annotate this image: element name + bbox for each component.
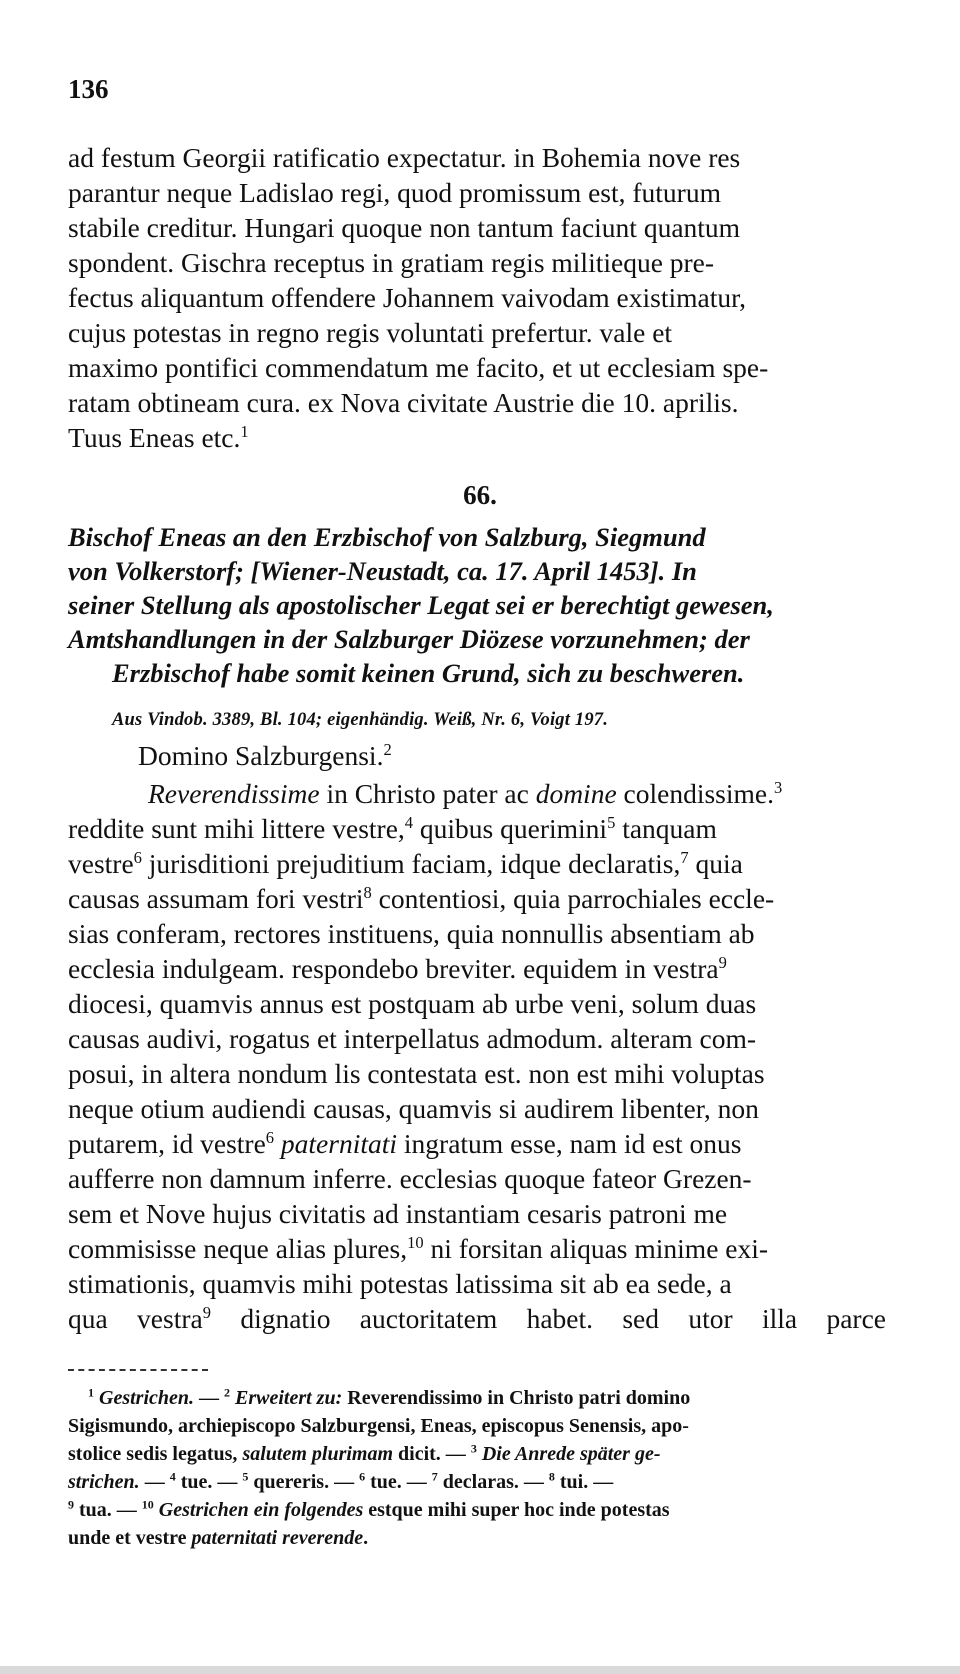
footnote-marker: 7 [431, 1469, 438, 1484]
footnote-marker: 8 [363, 882, 372, 902]
text-run: tui. — [554, 1471, 614, 1493]
text-line: posui, in altera nondum lis contestata est. non est mihi voluptas [68, 1058, 765, 1089]
footnote-marker: 6 [359, 1469, 366, 1484]
text-run: tue. — [365, 1471, 432, 1493]
text-run: tua. — [74, 1499, 142, 1521]
italic-text: paternitati reverende [191, 1527, 364, 1549]
footnote-marker: 10 [407, 1232, 424, 1252]
footnote-line: Sigismundo, archiepiscopo Salzburgensi, Eneas, episcopus Senensis, apo- [68, 1415, 689, 1437]
closing-signature [68, 420, 886, 455]
regest-line: Bischof Eneas an den Erzbischof von Salzburg, Siegmund [68, 522, 706, 552]
page-number: 136 [68, 74, 109, 104]
footnote-line [68, 1384, 886, 1412]
text-run: ni forsitan aliquas minime exi- [423, 1233, 769, 1264]
regest-line: von Volkerstorf; [Wiener-Neustadt, ca. 17. April 1453]. In [68, 556, 697, 586]
italic-text: paternitati [280, 1128, 398, 1159]
text-run: jurisditioni prejuditium faciam, idque declaratis, [141, 848, 681, 879]
text-run: dicit. — [393, 1443, 471, 1465]
footnote-marker: 9 [718, 952, 727, 972]
text-line [68, 846, 886, 881]
footnotes [68, 1384, 886, 1552]
regest-line: Amtshandlungen in der Salzburger Diözese vorzunehmen; der [68, 624, 750, 654]
text-line [68, 1126, 886, 1161]
italic-text: strichen. [68, 1471, 140, 1493]
text-line: aufferre non damnum inferre. ecclesias quoque fateor Grezen- [68, 1163, 752, 1194]
footnote-line [68, 1440, 886, 1468]
text-line: parantur neque Ladislao regi, quod promissum est, futurum [68, 177, 721, 208]
text-run: ecclesia indulgeam. respondebo breviter. equidem in vestra [68, 953, 719, 984]
text-run: colendissime. [616, 778, 774, 809]
text-run: . [363, 1527, 369, 1549]
text-run: quibus querimini [413, 813, 608, 844]
italic-text: salutem plurimam [242, 1443, 394, 1465]
footnote-marker: 5 [242, 1469, 249, 1484]
text-run: qua vestra [68, 1303, 203, 1334]
footnote-line [68, 1496, 886, 1524]
text-line [68, 811, 886, 846]
source-citation: Aus Vindob. 3389, Bl. 104; eigenhändig. Weiß, Nr. 6, Voigt 197. [112, 710, 609, 730]
text-run: stolice sedis legatus, [68, 1443, 243, 1465]
text-run: ingratum esse, nam id est onus [397, 1128, 742, 1159]
text-run: quereris. — [248, 1471, 360, 1493]
letter-body [68, 776, 886, 1336]
footnote-marker: 5 [607, 812, 616, 832]
text-line: fectus aliquantum offendere Johannem vaivodam existimatur, [68, 282, 747, 313]
text-run: commisisse neque alias plures, [68, 1233, 408, 1264]
footnote-marker: 2 [224, 1385, 230, 1400]
footnote-divider [68, 1369, 208, 1371]
footnote-marker: 4 [404, 812, 414, 832]
text-line: cujus potestas in regno regis voluntati prefertur. vale et [68, 317, 673, 348]
text-line [68, 776, 886, 811]
text-line [68, 1231, 886, 1266]
text-line: stimationis, quamvis mihi potestas latissima sit ab ea sede, a [68, 1268, 732, 1299]
text-run: unde et vestre [68, 1527, 192, 1549]
text-run: in Christo pater ac [319, 778, 536, 809]
opening-paragraph [68, 140, 886, 455]
italic-text: Gestrichen ein folgendes [158, 1499, 364, 1521]
italic-text: Gestrichen. [99, 1387, 194, 1409]
italic-text: Die Anrede später ge- [481, 1443, 661, 1465]
footnote-marker: 7 [680, 847, 689, 867]
text-line: ad festum Georgii ratificatio expectatur. in Bohemia nove res [68, 142, 741, 173]
text-line [68, 1301, 886, 1336]
text-run: estque mihi super hoc inde potestas [363, 1499, 670, 1521]
scan-edge [0, 1666, 960, 1674]
text-run: dignatio auctoritatem habet. sed utor illa parce [210, 1303, 886, 1334]
text-run: causas assumam fori vestri [68, 883, 364, 914]
letter-address [138, 740, 392, 772]
footnote-marker: 3 [470, 1441, 477, 1456]
text-line: maximo pontifici commendatum me facito, et ut ecclesiam spe- [68, 352, 769, 383]
text-run: declaras. — [437, 1471, 549, 1493]
text-line: diocesi, quamvis annus est postquam ab urbe veni, solum duas [68, 988, 757, 1019]
footnote-marker: 1 [240, 421, 249, 441]
text-run: putarem, id vestre [68, 1128, 266, 1159]
text-line: spondent. Gischra receptus in gratiam regis militieque pre- [68, 247, 715, 278]
text-line: stabile creditur. Hungari quoque non tantum faciunt quantum [68, 212, 741, 243]
regest-line: Erzbischof habe somit keinen Grund, sich zu beschweren. [112, 658, 745, 688]
regest-line: seiner Stellung als apostolischer Legat sei er berechtigt gewesen, [68, 590, 774, 620]
footnote-marker: 10 [141, 1497, 154, 1512]
footnote-line [68, 1524, 886, 1552]
footnote-marker: 6 [265, 1127, 275, 1147]
text-run: tanquam [615, 813, 717, 844]
text-run: tue. — [175, 1471, 243, 1493]
footnote-marker: 4 [169, 1469, 176, 1484]
text-line: ratam obtineam cura. ex Nova civitate Austrie die 10. aprilis. [68, 387, 739, 418]
footnote-marker: 9 [202, 1302, 211, 1322]
text-run: — [139, 1471, 170, 1493]
footnote-marker: 6 [133, 847, 142, 867]
footnote-marker: 8 [548, 1469, 555, 1484]
italic-text: Erweitert zu: [235, 1387, 343, 1409]
address-text: Domino Salzburgensi. [138, 740, 384, 771]
text-run: Reverendissimo in Christo patri domino [342, 1387, 691, 1409]
text-run: — [194, 1387, 224, 1409]
text-line: sem et Nove hujus civitatis ad instantiam cesaris patroni me [68, 1198, 728, 1229]
text-run: quia [688, 848, 743, 879]
text-line [68, 951, 886, 986]
italic-text: Reverendissime [148, 778, 320, 809]
regest-summary [68, 520, 886, 690]
footnote-marker: 1 [88, 1385, 94, 1400]
text-run: contentiosi, quia parrochiales eccle- [371, 883, 775, 914]
italic-text: domine [535, 778, 617, 809]
text-run: reddite sunt mihi littere vestre, [68, 813, 405, 844]
text-line: neque otium audiendi causas, quamvis si audirem libenter, non [68, 1093, 759, 1124]
footnote-marker: 2 [383, 739, 392, 759]
document-number: 66. [463, 480, 497, 510]
text-line [68, 881, 886, 916]
closing-text: Tuus Eneas etc. [68, 422, 241, 453]
text-run [274, 1128, 281, 1159]
text-line: sias conferam, rectores instituens, quia nonnullis absentiam ab [68, 918, 755, 949]
footnote-marker: 9 [68, 1497, 74, 1512]
text-line: causas audivi, rogatus et interpellatus admodum. alteram com- [68, 1023, 757, 1054]
text-run: vestre [68, 848, 134, 879]
footnote-marker: 3 [774, 777, 783, 797]
footnote-line [68, 1468, 886, 1496]
